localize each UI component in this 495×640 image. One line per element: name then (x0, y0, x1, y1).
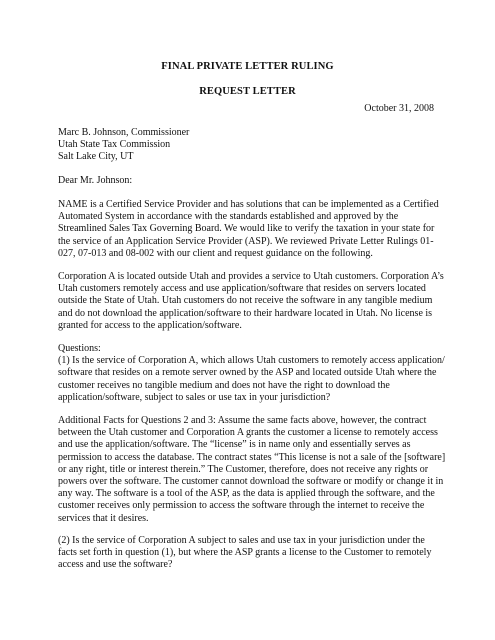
document-title: FINAL PRIVATE LETTER RULING (161, 61, 334, 72)
paragraph-line: Corporation A is located outside Utah and provides a service to Utah customers. Corporation A’s (58, 271, 444, 282)
addressee-block (58, 127, 448, 164)
paragraph-question-2 (58, 535, 448, 572)
letter-date: October 31, 2008 (364, 103, 434, 114)
paragraph-line: outside the State of Utah. Utah customers do not receive the software in any tangible medium (58, 295, 433, 307)
paragraph-line: any way. The software is a tool of the ASP, as the data is applied through the software, and the (58, 488, 435, 500)
paragraph-line: Streamlined Sales Tax Governing Board. We would like to verify the taxation in your state for (58, 223, 435, 235)
paragraph-line: Utah customers remotely access and use application/software that resides on servers located (58, 283, 426, 295)
paragraph-line: NAME is a Certified Service Provider and has solutions that can be implemented as a Certified (58, 199, 439, 210)
paragraph-line: (1) Is the service of Corporation A, which allows Utah customers to remotely access application/ (58, 355, 445, 367)
paragraph-line: and do not download the application/software to their hardware located in Utah. No license is (58, 307, 433, 319)
paragraph-line: customer receives only permission to access the software through the internet to receive the (58, 500, 425, 512)
paragraph-line: permission to access the database. The contract states “This license is not a sale of the [software] (58, 451, 446, 463)
paragraph-line: facts set forth in question (1), but where the ASP grants a license to the Customer to remotely (58, 547, 432, 559)
salutation: Dear Mr. Johnson: (58, 175, 133, 186)
document-subtitle: REQUEST LETTER (199, 86, 296, 97)
paragraph-line: application/software, subject to sales or use tax in your jurisdiction? (58, 391, 331, 403)
paragraph-line: services that it desires. (58, 512, 149, 524)
paragraph-questions (58, 343, 448, 404)
paragraph-line: software that resides on a remote server owned by the ASP and located outside Utah where the (58, 367, 437, 379)
paragraph-line: the service of an Application Service Provider (ASP). We reviewed Private Letter Rulings 01- (58, 235, 434, 247)
paragraph-line: (2) Is the service of Corporation A subject to sales and use tax in your jurisdiction under the (58, 535, 425, 546)
paragraph-line: customer receives no tangible medium and does not have the right to download the (58, 379, 390, 391)
paragraph-line: granted for access to the application/software. (58, 319, 242, 331)
paragraph-line: Questions: (58, 343, 101, 354)
paragraph-corporation-a (58, 271, 448, 332)
paragraph-line: 027, 07-013 and 08-002 with our client and request guidance on the following. (58, 247, 373, 259)
paragraph-intro (58, 199, 448, 260)
paragraph-line: and use the application/software. The “license” is in name only and essentially serves as (58, 439, 411, 451)
addressee-line: Utah State Tax Commission (58, 139, 171, 151)
paragraph-line: Automated System in accordance with the standards established and approved by the (58, 211, 399, 223)
paragraph-line: between the Utah customer and Corporation A grants the customer a license to remotely access (58, 427, 438, 439)
paragraph-line: powers over the software. The customer cannot download the software or modify or change it in (58, 476, 444, 488)
paragraph-line: or any right, title or interest therein.” The Customer, therefore, does not receive any rights or (58, 463, 429, 475)
addressee-line: Salt Lake City, UT (58, 151, 134, 163)
addressee-line: Marc B. Johnson, Commissioner (58, 127, 190, 138)
paragraph-line: Additional Facts for Questions 2 and 3: Assume the same facts above, however, the contract (58, 415, 427, 426)
paragraph-additional-facts (58, 415, 448, 525)
paragraph-line: access and use the software? (58, 559, 173, 571)
